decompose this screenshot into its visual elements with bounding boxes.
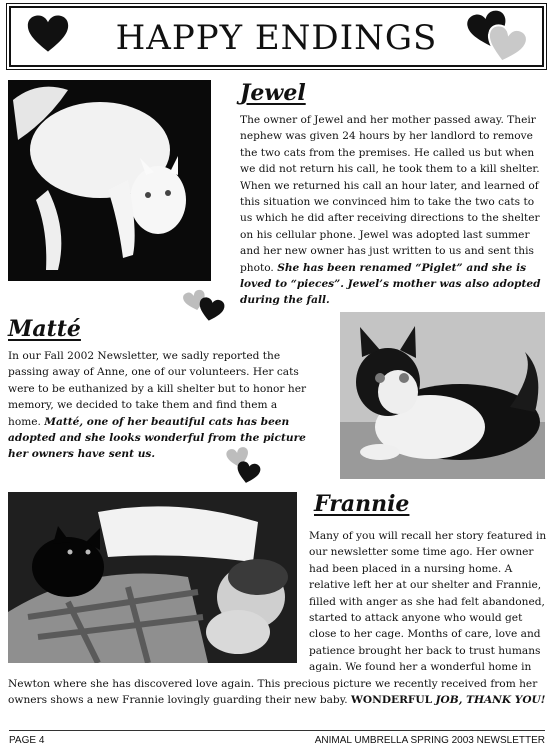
heart-icon — [27, 14, 69, 54]
heart-icon — [196, 296, 226, 325]
page-title: HAPPY ENDINGS — [115, 18, 438, 58]
matte-story-emphasis: Matté, one of her beautiful cats has been adopted and she looks wonderful from the picture her owners have sent us. — [8, 415, 306, 461]
jewel-story-emphasis: She has been renamed “Piglet” and she is loved to “pieces”. Jewel’s mother was also adopted during the fall. — [240, 261, 541, 307]
frannie-title: Frannie — [314, 491, 410, 517]
heart-icon — [234, 460, 262, 487]
jewel-title: Jewel — [240, 80, 306, 106]
matte-photo — [340, 312, 545, 479]
matte-story-text — [8, 348, 313, 463]
photo-wrap-spacer — [8, 528, 309, 670]
frannie-story-emphasis: JOB, THANK YOU! — [435, 694, 546, 707]
frannie-story-body: Many of you will recall her story featured in our newsletter some time ago. Her owner had been placed in a nursing home. A relative left her at our shelter and Frannie, filled with anger as she had felt abandoned, started to attack anyone who would get close to her cage. Months of care, love and patience brought her back to trust humans again. We found her a wonderful home in Newton where she has discovered love again. This precious picture we recently received from her owners shows a new Frannie lovingly guarding their new baby. — [8, 530, 547, 707]
matte-title: Matté — [8, 316, 81, 342]
page-number: PAGE 4 — [9, 735, 45, 746]
jewel-story-text — [240, 112, 545, 309]
matte-story-body: In our Fall 2002 Newsletter, we sadly reported the passing away of Anne, one of our volunteers. Her cats were to be euthanized by a kill shelter but to honor her memory, we decided to take them and find them a home. — [8, 350, 307, 428]
jewel-story-body: The owner of Jewel and her mother passed away. Their nephew was given 24 hours by her landlord to remove the two cats from the premises. He called us but when we did not return his call, he took them to a kill shelter. When we returned his call an hour later, and learned of this situation we convinced him to take the two cats to us which he did after receiving directions to the shelter on his cellular phone. Jewel was adopted last summer and her new owner has just written to us and sent this photo. — [240, 114, 540, 274]
jewel-photo — [8, 80, 211, 281]
frannie-story-caps: WONDERFUL — [351, 694, 433, 707]
frannie-story-text — [8, 528, 548, 708]
publication-name: ANIMAL UMBRELLA SPRING 2003 NEWSLETTER — [314, 735, 545, 746]
footer-rule — [9, 730, 545, 731]
